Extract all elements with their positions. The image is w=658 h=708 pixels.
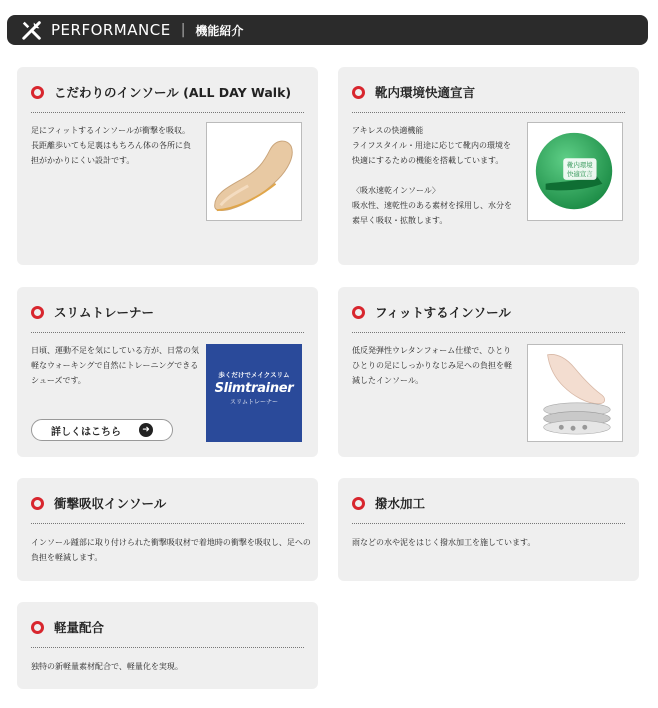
card-title: 軽量配合 (54, 620, 105, 635)
dotted-divider (352, 112, 625, 113)
slimtrainer-wordmark: Slimtrainer (214, 381, 294, 396)
feature-card-fit (338, 287, 639, 457)
header-subtitle: 機能紹介 (195, 23, 244, 38)
feature-card-water (338, 478, 639, 581)
ring-icon (31, 497, 44, 510)
dotted-divider (31, 112, 304, 113)
feature-card-light (17, 602, 318, 689)
svg-text:靴内環境: 靴内環境 (567, 162, 593, 170)
tools-icon (21, 19, 43, 41)
card-title: 撥水加工 (375, 496, 426, 511)
ring-icon (31, 306, 44, 319)
card-description: 雨などの水や泥をはじく撥水加工を施しています。 (352, 538, 536, 547)
card-description: 日頃、運動不足を気にしている方が、日常の気軽なウォーキングで自然にトレーニングできるシューズです。 (31, 346, 199, 385)
details-button[interactable] (31, 419, 173, 441)
card-description: インソール踵部に取り付けられた衝撃吸収材で着地時の衝撃を吸収し、足への負担を軽減します。 (31, 538, 311, 562)
card-description: 独特の新軽量素材配合で、軽量化を実現。 (31, 662, 183, 671)
dotted-divider (31, 523, 304, 524)
card-title: フィットするインソール (375, 305, 511, 320)
foot-insole-image (527, 344, 623, 442)
card-title: 衝撃吸収インソール (54, 496, 167, 511)
dotted-divider (31, 647, 304, 648)
ring-icon (352, 306, 365, 319)
feature-card-slim (17, 287, 318, 457)
card-description: アキレスの快適機能 ライフスタイル・用途に応じて靴内の環境を快適にするための機能を搭載しています。 〈吸水速乾インソール〉 吸水性、速乾性のある素材を採用し、水分を素早く吸収・拡散します。 (352, 126, 512, 225)
ring-icon (352, 86, 365, 99)
dotted-divider (352, 332, 625, 333)
comfort-logo (527, 122, 623, 221)
header-separator: | (180, 22, 186, 38)
ring-icon (31, 621, 44, 634)
performance-header (7, 15, 648, 45)
feature-card-comfort (338, 67, 639, 265)
insole-image (206, 122, 302, 221)
dotted-divider (31, 332, 304, 333)
svg-text:快適宣言: 快適宣言 (567, 170, 593, 178)
arrow-right-icon: ➜ (139, 423, 153, 437)
ring-icon (352, 497, 365, 510)
card-title: スリムトレーナー (54, 305, 155, 320)
slimtrainer-katakana: スリムトレーナー (229, 399, 278, 406)
dotted-divider (352, 523, 625, 524)
header-title: PERFORMANCE (51, 21, 171, 39)
slimtrainer-logo (206, 344, 302, 442)
card-title: 靴内環境快適宣言 (375, 85, 476, 100)
details-button-label: 詳しくはこちら (51, 426, 121, 438)
card-title: こだわりのインソール (ALL DAY Walk) (54, 85, 292, 100)
ring-icon (31, 86, 44, 99)
card-description: 低反発弾性ウレタンフォーム仕様で、ひとりひとりの足にしっかりなじみ足への負担を軽減したインソール。 (352, 346, 512, 385)
card-description: 足にフィットするインソールが衝撃を吸収。長距離歩いても足裏はもちろん体の各所に負担がかかりにくい設計です。 (31, 126, 191, 165)
feature-card-insole (17, 67, 318, 265)
slimtrainer-tagline: 歩くだけでメイクスリム (218, 371, 290, 379)
feature-card-shock (17, 478, 318, 581)
